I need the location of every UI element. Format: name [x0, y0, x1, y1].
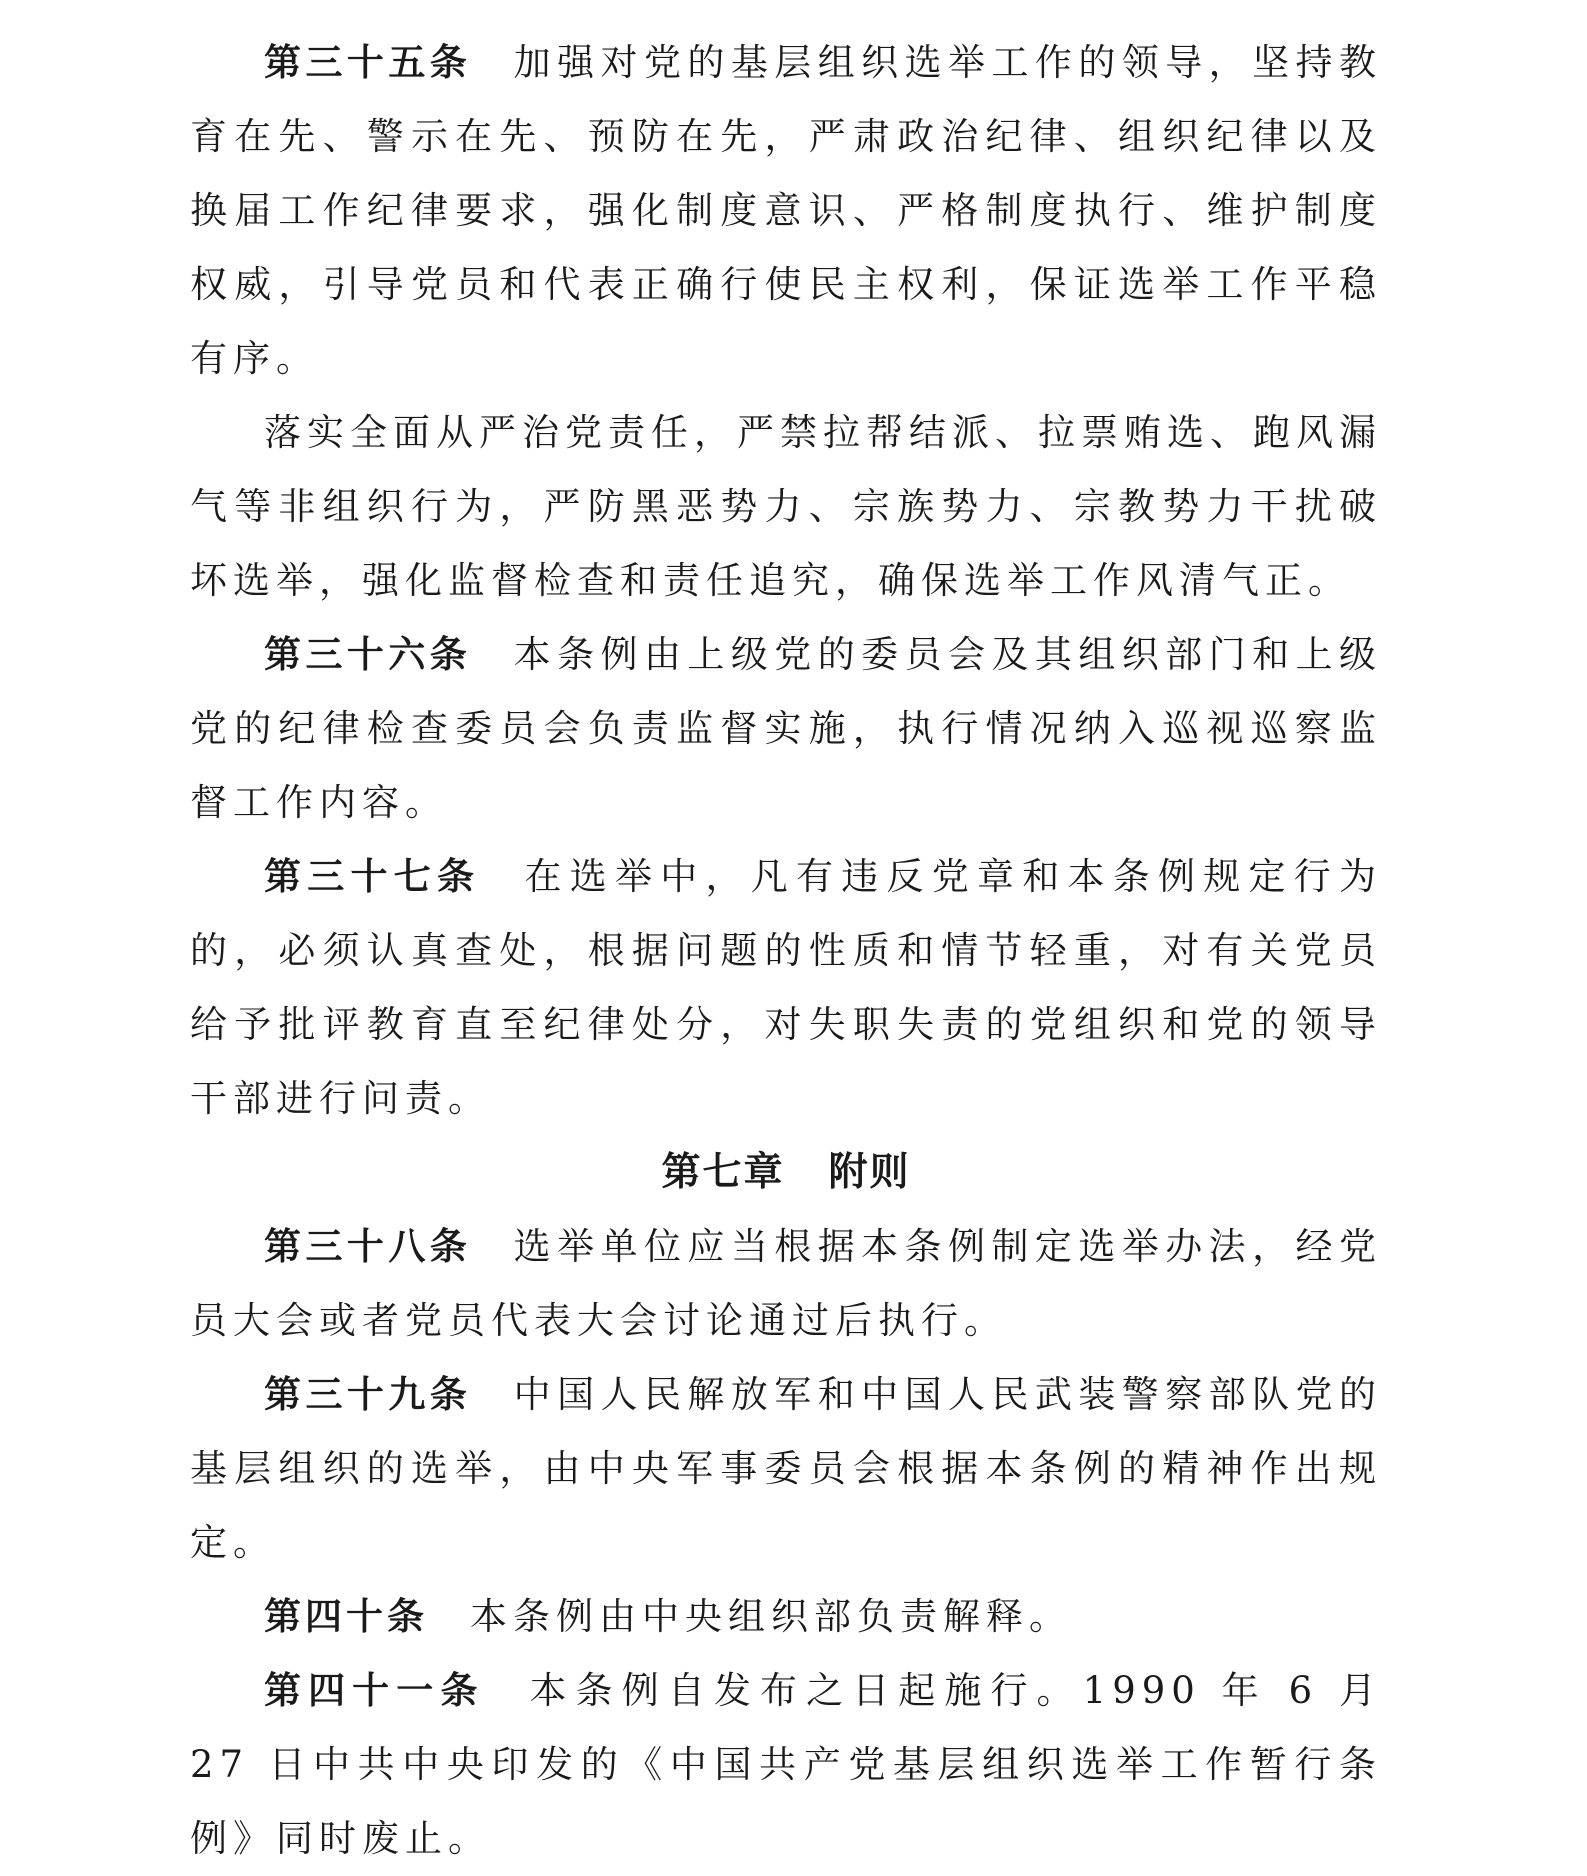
article-38: [190, 1210, 1382, 1358]
article-40: [190, 1580, 1382, 1654]
article-text: 落实全面从严治党责任，严禁拉帮结派、拉票贿选、跑风漏气等非组织行为，严防黑恶势力、宗族势力、宗教势力干扰破坏选举，强化监督检查和责任追究，确保选举工作风清气正。: [190, 411, 1382, 602]
article-number: 第三十八条: [264, 1225, 472, 1268]
article-number: 第三十六条: [264, 633, 472, 676]
article-text: 本条例由中央组织部负责解释。: [470, 1595, 1072, 1638]
article-36: [190, 618, 1382, 840]
article-number: 第四十一条: [264, 1669, 485, 1712]
chapter-number: 第七章: [661, 1150, 785, 1195]
chapter-heading: [190, 1136, 1382, 1210]
chapter-title: 附则: [828, 1150, 911, 1195]
article-text: 在选举中，凡有违反党章和本条例规定行为的，必须认真查处，根据问题的性质和情节轻重，对有关党员给予批评教育直至纪律处分，对失职失责的党组织和党的领导干部进行问责。: [190, 855, 1382, 1120]
article-35: [190, 26, 1382, 396]
article-37: [190, 840, 1382, 1136]
article-text: 本条例自发布之日起施行。1990 年 6 月 27 日中共中央印发的《中国共产党基层组织选举工作暂行条例》同时废止。: [190, 1669, 1382, 1860]
article-text: 加强对党的基层组织选举工作的领导，坚持教育在先、警示在先、预防在先，严肃政治纪律、组织纪律以及换届工作纪律要求，强化制度意识、严格制度执行、维护制度权威，引导党员和代表正确行使民主权利，保证选举工作平稳有序。: [190, 41, 1383, 380]
article-number: 第四十条: [264, 1595, 428, 1638]
article-text: 选举单位应当根据本条例制定选举办法，经党员大会或者党员代表大会讨论通过后执行。: [190, 1225, 1383, 1342]
article-39: [190, 1358, 1382, 1580]
article-number: 第三十五条: [264, 41, 472, 84]
article-text: 本条例由上级党的委员会及其组织部门和上级党的纪律检查委员会负责监督实施，执行情况纳入巡视巡察监督工作内容。: [190, 633, 1383, 824]
document-page: [190, 26, 1382, 1876]
article-text: 中国人民解放军和中国人民武装警察部队党的基层组织的选举，由中央军事委员会根据本条例的精神作出规定。: [190, 1373, 1383, 1564]
article-number: 第三十七条: [264, 855, 481, 898]
article-41: [190, 1654, 1382, 1876]
article-35-paragraph-2: [190, 396, 1382, 618]
article-number: 第三十九条: [264, 1373, 472, 1416]
